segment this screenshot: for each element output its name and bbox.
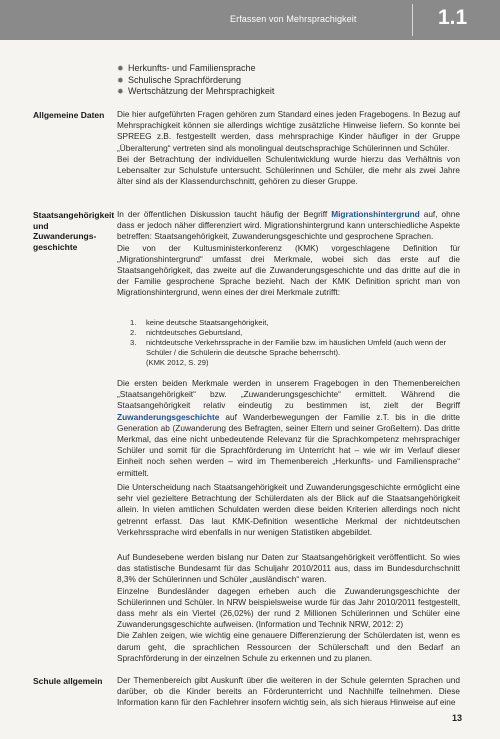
sidebar-heading-allgemeine-daten: Allgemeine Daten (33, 110, 105, 120)
list-text: nichtdeutsche Verkehrssprache in der Familie bzw. im häuslichen Umfeld (auch wenn der Schüler / die Schülerin die deutsche Sprache beherrscht). (146, 338, 447, 357)
page-number: 13 (452, 713, 463, 723)
sidebar-heading-staatsangehoerigkeit (33, 210, 113, 252)
list-text: keine deutsche Staatsangehörigkeit, (146, 318, 269, 327)
paragraph: Auf Bundesebene werden bislang nur Daten zur Staatsangehörigkeit veröffentlicht. So wies das statistische Bundesamt für das Schuljahr 2010/2011 aus, dass im Bundesdurchschnitt 8,3% der Schülerinnen und Schüler „ausländisch“ waren. (117, 552, 460, 585)
citation: (KMK 2012, S. 29) (146, 358, 209, 367)
glossary-link-migrationshintergrund[interactable]: Migrationshintergrund (331, 209, 420, 219)
text-run: Die ersten beiden Merkmale werden in unserem Fragebogen in den Themenbereichen „Staatsangehörigkeit“ bzw. „Zuwanderungsgeschichte“ ermittelt. Während die Staatsangehörigkeit relativ eindeutig zu bestimmen ist, zielt der Begriff (117, 378, 460, 411)
paragraph: Die von der Kultusministerkonferenz (KMK) vorgeschlagene Definition für „Migrationshintergrund“ umfasst drei Merkmale, wobei sich das erste auf die Staatsangehörigkeit, das zweite auf die Zuwanderungsgeschichte und das dritte auf die in der Familie gesprochene Sprache bezieht. Nach der KMK Definition spricht man von Migrationshintergrund, wenn eines der drei Merkmale zutrifft: (117, 242, 460, 298)
text-run: auf, ohne dass er jedoch näher differenziert wird. Migrationshintergrund kann unterschiedliche Aspekte betreffen: Staatsangehörigkeit, Zuwanderungsgeschichte und gesprochene Sprachen. (117, 209, 460, 242)
section-schule-allgemein (117, 675, 460, 709)
page-header (0, 0, 500, 40)
paragraph: Die hier aufgeführten Fragen gehören zum Standard eines jeden Fragebogens. In Bezug auf Mehrsprachigkeit können sie allerdings wichtige zusätzliche Hinweise liefern. So konnte bei SPREEG z.B. festgestellt werden, dass mehrsprachige Kinder häufiger in der Gruppe „Überalterung“ vertreten sind als monolingual deutschsprachige Schülerinnen und Schüler. (117, 109, 460, 153)
sidebar-heading-schule-allgemein: Schule allgemein (33, 676, 103, 686)
paragraph: Einzelne Bundesländer dagegen erheben auch die Zuwanderungsgeschichte der Schülerinnen und Schüler. In NRW beispielsweise wurde für das Jahr 2010/2011 festgestellt, dass mehr als ein Viertel (26,02%) der rund 2 Millionen Schülerinnen und Schüler eine Zuwanderungsgeschichte aufweisen. (Information und Technik NRW, 2012: 2) (117, 585, 460, 630)
heading-line: geschichte (33, 241, 78, 252)
paragraph: Der Themenbereich gibt Auskunft über die weiteren in der Schule gelernten Sprachen und darüber, ob die Kinder bereits an Förderunterricht und Nachhilfe teilnehmen. Diese Information kann für den Fachlehrer insofern wichtig sein, als sich hieraus Hinweise auf eine (117, 675, 460, 708)
list-item (130, 318, 460, 328)
paragraph (117, 209, 460, 243)
list-item (130, 338, 460, 358)
list-text: nichtdeutsches Geburtsland, (146, 328, 243, 337)
heading-line: Staatsangehörigkeit (33, 210, 115, 220)
header-title: Erfassen von Mehrsprachigkeit (230, 14, 357, 24)
section-bundesebene (117, 552, 460, 664)
paragraph: Die Unterscheidung nach Staatsangehörigkeit und Zuwanderungsgeschichte ermöglicht eine sehr viel gezieltere Betrachtung der Schülerdaten als der Blick auf die Staatsangehörigkeit allein. In vielen amtlichen Schuldaten werden diese beiden Kriterien allerdings noch nicht getrennt erfasst. Das laut KMK-Definition wesentliche Merkmal der nichtdeutschen Verkehrssprache wird ebenfalls in nur wenigen Statistiken abgebildet. (117, 482, 460, 537)
list-item (130, 328, 460, 338)
heading-line: und Zuwanderungs- (33, 220, 97, 241)
paragraph: Bei der Betrachtung der individuellen Schulentwicklung wurde hierzu das Verhältnis von Lebensalter zur Schulstufe untersucht. Schülerinnen und Schüler, die mehr als zwei Jahre älter sind als der Klassendurchschnitt, gehören zu dieser Gruppe. (117, 153, 460, 187)
list-number: 2. (130, 328, 137, 337)
section-staatsangehoerigkeit-intro (117, 209, 460, 299)
section-staatsangehoerigkeit-body (117, 378, 460, 479)
section-allgemeine-daten (117, 109, 460, 187)
bullet-text: Wertschätzung der Mehrsprachigkeit (128, 86, 275, 96)
section-number: 1.1 (438, 6, 468, 29)
paragraph (117, 378, 460, 479)
list-number: 3. (130, 338, 137, 347)
text-run: auf Wanderbewegungen der Familie z.T. bis in die dritte Generation ab (Zuwanderung des Befragten, seiner Eltern und seiner Großeltern). Das dritte Merkmal, das eine nicht unbedeutende Relevanz für die Sprachkompetenz mehrsprachiger Schüler und somit für die Sprachförderung im Unterricht hat – wie wir im Verlauf dieser Einheit noch sehen werden – wird im Themenbereich „Herkunfts- und Familiensprache“ ermittelt. (117, 411, 460, 478)
bullet-icon: ✹ (117, 64, 124, 73)
section-unterscheidung (117, 482, 460, 538)
text-run: In der öffentlichen Diskussion taucht häufig der Begriff (117, 209, 332, 219)
bullet-item (117, 75, 274, 87)
glossary-link-zuwanderungsgeschichte[interactable]: Zuwanderungsgeschichte (117, 411, 220, 422)
bullet-icon: ✹ (117, 75, 124, 85)
header-divider (412, 4, 413, 36)
bullet-text: Herkunfts- und Familiensprache (128, 63, 256, 73)
list-number: 1. (130, 318, 137, 327)
bullet-icon: ✹ (117, 87, 124, 96)
bullet-item (117, 63, 274, 75)
bullet-text: Schulische Sprachförderung (128, 74, 242, 85)
bullet-list (117, 63, 274, 98)
bullet-item (117, 86, 274, 98)
numbered-list (130, 318, 460, 368)
paragraph: Die Zahlen zeigen, wie wichtig eine genauere Differenzierung der Schülerdaten ist, wenn es darum geht, die sprachlichen Ressourcen der Schülerschaft und den Bedarf an Sprachförderung in der einzelnen Schule zu erkennen und zu planen. (117, 630, 460, 663)
